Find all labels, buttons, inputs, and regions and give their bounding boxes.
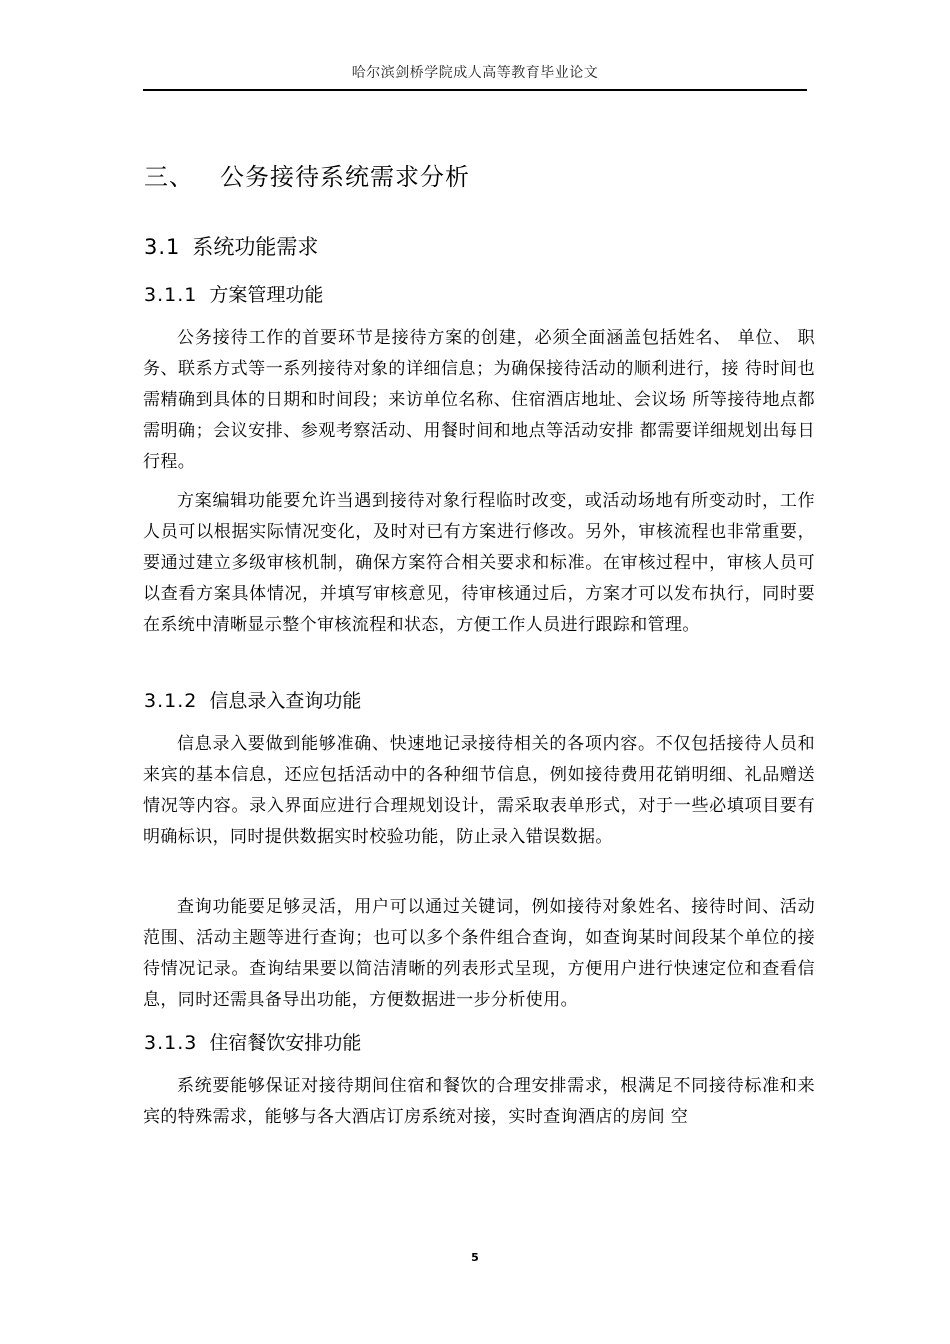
paragraph: 查询功能要足够灵活，用户可以通过关键词，例如接待对象姓名、接待时间、活动范围、活动主题等进行查询；也可以多个条件组合查询，如查询某时间段某个单位的接待情况记录。查询结果要以简洁清晰的列表形式呈现，方便用户进行快速定位和查看信息，同时还需具备导出功能，方便数据进一步分析使用。 — [143, 897, 815, 1010]
chapter-title: 公务接待系统需求分析 — [220, 163, 470, 191]
subsection-heading-3 — [144, 1030, 361, 1056]
subsection-title: 住宿餐饮安排功能 — [209, 1032, 362, 1054]
paragraph: 信息录入要做到能够准确、快速地记录接待相关的各项内容。不仅包括接待人员和来宾的基本信息，还应包括活动中的各种细节信息，例如接待费用花销明细、礼品赠送情况等内容。录入界面应进行合理规划设计，需采取表单形式，对于一些必填项目要有明确标识，同时提供数据实时校验功能，防止录入错误数据。 — [143, 734, 815, 847]
subsection-title: 方案管理功能 — [209, 284, 324, 306]
chapter-heading — [144, 162, 470, 192]
page-number: 5 — [471, 1251, 479, 1264]
paragraph: 公务接待工作的首要环节是接待方案的创建，必须全面涵盖包括姓名、 单位、 职务、联系方式等一系列接待对象的详细信息；为确保接待活动的顺利进行，接 待时间也需精确到具体的日期和时间段；来访单位名称、住宿酒店地址、会议场 所等接待地点都需明确；会议安排、参观考察活动、用餐时间和地点等活动安排 都需要详细规划出每日行程。 — [143, 328, 815, 472]
chapter-number: 三、 — [144, 163, 194, 191]
subsection-number: 3.1.1 — [144, 284, 198, 306]
subsection-heading-1 — [144, 282, 323, 308]
paragraph: 方案编辑功能要允许当遇到接待对象行程临时改变，或活动场地有所变动时，工作人员可以根据实际情况变化，及时对已有方案进行修改。另外，审核流程也非常重要，要通过建立多级审核机制，确保方案符合相关要求和标准。在审核过程中，审核人员可以查看方案具体情况，并填写审核意见，待审核通过后，方案才可以发布执行，同时要在系统中清晰显示整个审核流程和状态，方便工作人员进行跟踪和管理。 — [143, 491, 815, 635]
paragraph: 系统要能够保证对接待期间住宿和餐饮的合理安排需求，根满足不同接待标准和来宾的特殊需求，能够与各大酒店订房系统对接，实时查询酒店的房间 空 — [143, 1076, 815, 1127]
subsection-heading-2 — [144, 688, 361, 714]
section-number: 3.1 — [144, 235, 181, 259]
subsection-title: 信息录入查询功能 — [209, 690, 362, 712]
section-title: 系统功能需求 — [192, 235, 319, 259]
subsection-number: 3.1.2 — [144, 690, 198, 712]
subsection-number: 3.1.3 — [144, 1032, 198, 1054]
running-header: 哈尔滨剑桥学院成人高等教育毕业论文 — [143, 64, 807, 91]
section-heading — [144, 233, 318, 261]
